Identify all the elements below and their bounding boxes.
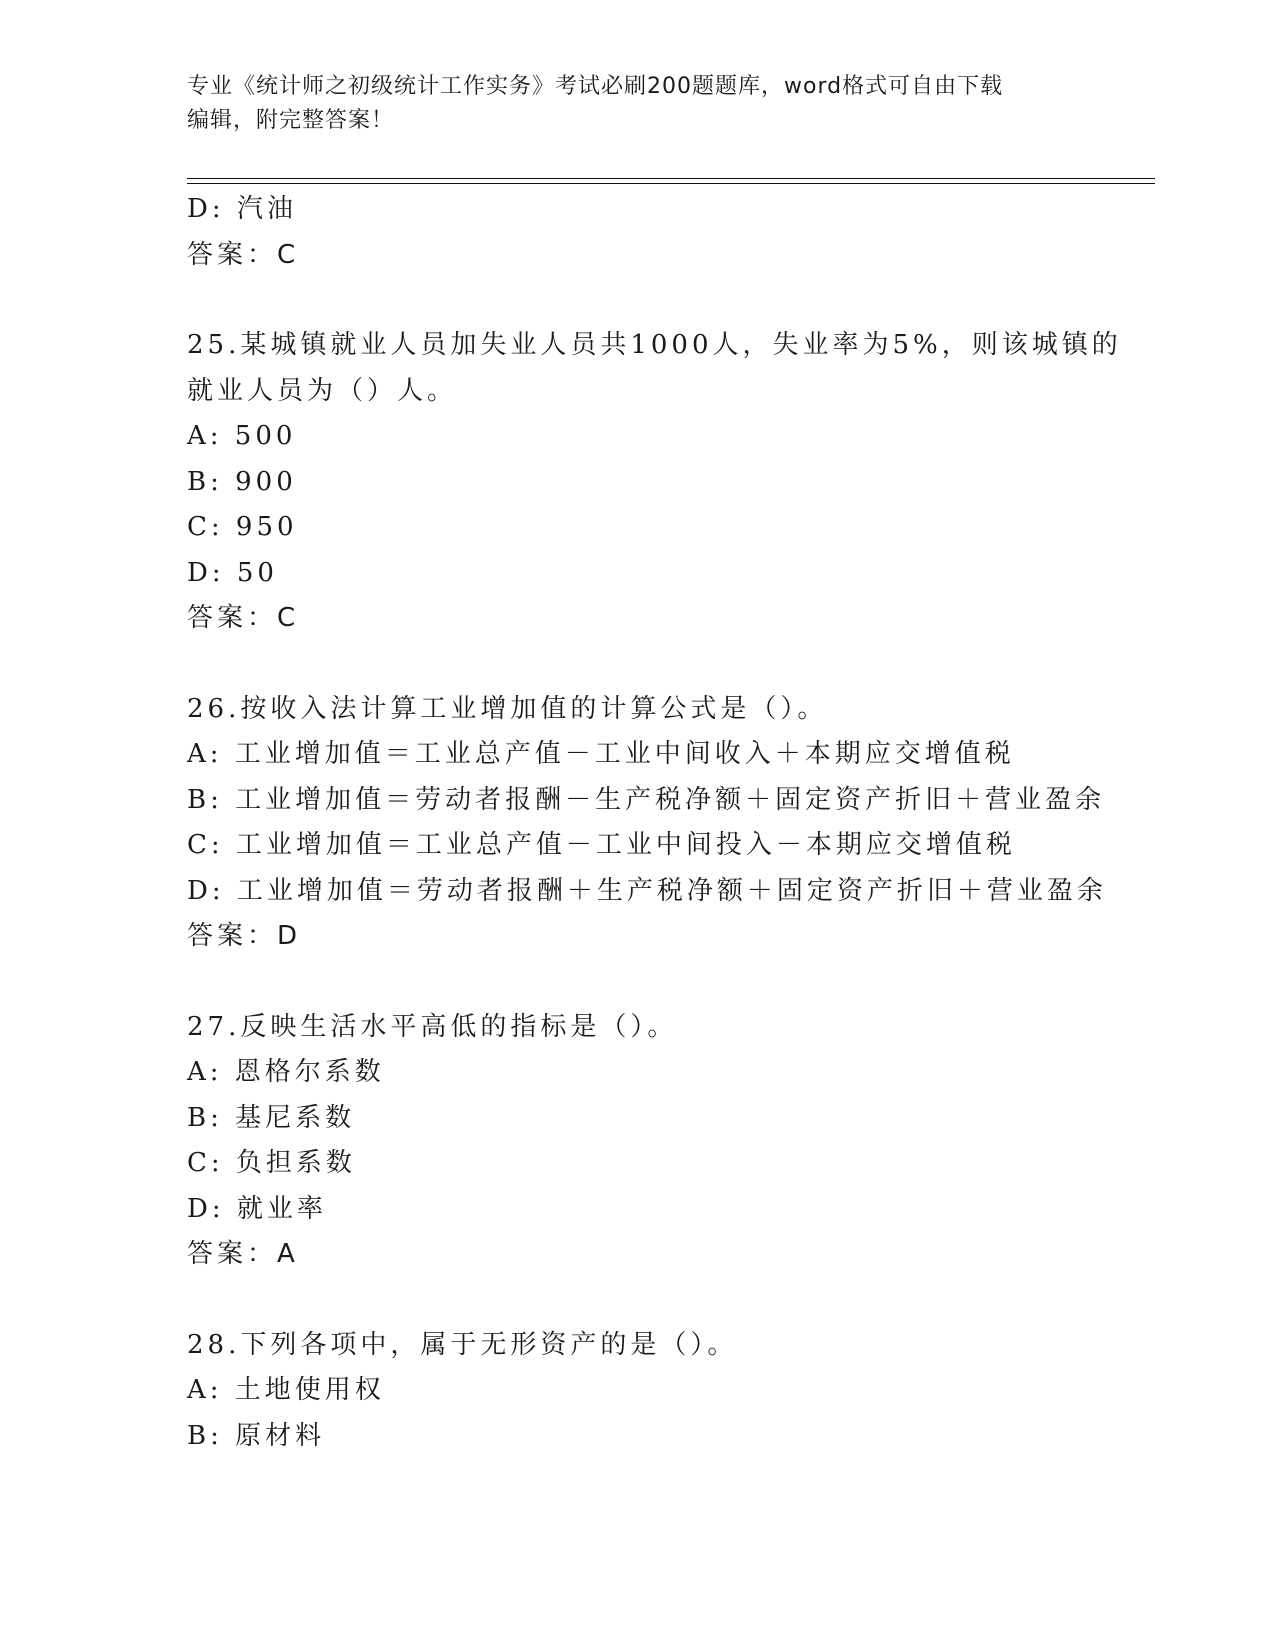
answer: 答案：C [187,603,300,633]
option-c: C: 工业增加值＝工业总产值－工业中间投入－本期应交增值税 [187,830,1016,860]
spacer [187,278,1087,323]
option-b: B: 工业增加值＝劳动者报酬－生产税净额＋固定资产折旧＋营业盈余 [187,784,1106,815]
question-stem: 28.下列各项中，属于无形资产的是（）。 [187,1329,738,1360]
question-content [187,187,1122,1459]
question-26 [187,687,1107,960]
question-25 [187,323,1122,642]
option-c: C: 负担系数 [187,1148,356,1178]
answer: 答案：A [187,1239,299,1269]
option-b: B: 基尼系数 [187,1102,356,1133]
option-a: A: 工业增加值＝工业总产值－工业中间收入＋本期应交增值税 [187,739,1015,769]
question-stem: 27.反映生活水平高低的指标是（）。 [187,1011,678,1042]
option-d: D: 工业增加值＝劳动者报酬＋生产税净额＋固定资产折旧＋营业盈余 [187,875,1107,906]
spacer [187,960,1087,1005]
option-d: D: 50 [187,557,278,588]
option-b: B: 900 [187,466,297,497]
prev-option-d: D: 汽油 [187,194,297,224]
question-stem: 就业人员为（）人。 [187,375,458,406]
prev-answer: 答案：C [187,239,300,270]
header-rule-bottom [187,183,1155,184]
spacer [187,1278,1087,1323]
question-28 [187,1323,1087,1460]
answer: 答案：D [187,921,302,951]
option-b: B: 原材料 [187,1420,326,1451]
question-stem: 26.按收入法计算工业增加值的计算公式是（）。 [187,693,828,724]
option-c: C: 950 [187,512,298,542]
spacer [187,642,1087,687]
option-a: A: 土地使用权 [187,1375,385,1405]
question-27 [187,1005,1087,1278]
header-line-1: 专业《统计师之初级统计工作实务》考试必刷200题题库，word格式可自由下载 [187,74,1004,99]
document-header [187,70,1067,138]
header-line-2: 编辑，附完整答案！ [187,108,395,133]
question-stem: 25.某城镇就业人员加失业人员共1000人，失业率为5%，则该城镇的 [187,330,1122,360]
option-d: D: 就业率 [187,1193,327,1224]
option-a: A: 500 [187,421,297,451]
header-rule-top [187,178,1155,179]
option-a: A: 恩格尔系数 [187,1057,385,1087]
